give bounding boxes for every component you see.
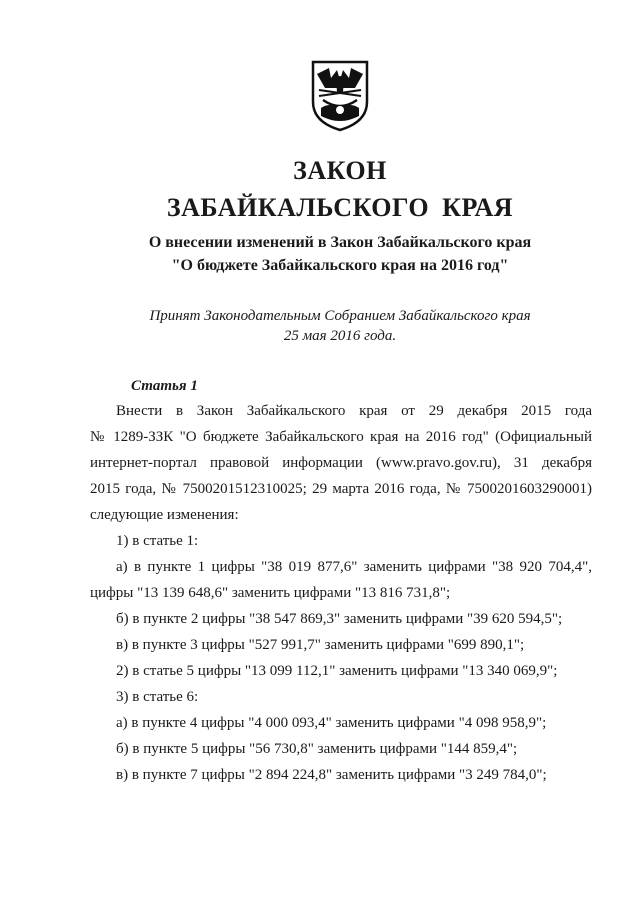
document-subtitle-line-2: "О бюджете Забайкальского края на 2016 год" [171,257,509,274]
document-title-line-1: ЗАКОН [293,156,387,185]
article-text-line: 3) в статье 6: [116,689,199,705]
article-text-line: 2) в статье 5 цифры "13 099 112,1" заменить цифрами "13 340 069,9"; [116,663,558,679]
article-text-line: а) в пункте 1 цифры "38 019 877,6" заменить цифрами "38 920 704,4", [116,559,592,575]
article-text-line: б) в пункте 5 цифры "56 730,8" заменить цифрами "144 859,4"; [116,741,518,757]
coat-of-arms-icon [309,58,371,132]
article-text-line: в) в пункте 7 цифры "2 894 224,8" заменить цифрами "3 249 784,0"; [116,767,547,783]
adoption-note-line-2: 25 мая 2016 года. [283,328,397,344]
article-heading: Статья 1 [131,378,198,394]
article-text-line: 1) в статье 1: [116,533,199,549]
article-text-line: 2015 года, № 7500201512310025; 29 марта 2016 года, № 7500201603290001) [90,481,592,497]
adoption-note-line-1: Принят Законодательным Собранием Забайкальского края [149,308,531,324]
article-text-line: в) в пункте 3 цифры "527 991,7" заменить цифрами "699 890,1"; [116,637,525,653]
article-text-line: Внести в Закон Забайкальского края от 29 декабря 2015 года [116,403,592,419]
document-title-line-2: ЗАБАЙКАЛЬСКОГО КРАЯ [166,193,514,222]
article-text-line: следующие изменения: [90,507,239,523]
article-text-line: цифры "13 139 648,6" заменить цифрами "13 816 731,8"; [90,585,451,601]
article-text-line: № 1289-ЗЗК "О бюджете Забайкальского края на 2016 год" (Официальный [90,429,592,445]
article-text-line: интернет-портал правовой информации (www.pravo.gov.ru), 31 декабря [90,455,592,471]
document-subtitle-line-1: О внесении изменений в Закон Забайкальского края [148,234,532,251]
article-text-line: б) в пункте 2 цифры "38 547 869,3" заменить цифрами "39 620 594,5"; [116,611,563,627]
article-text-line: а) в пункте 4 цифры "4 000 093,4" заменить цифрами "4 098 958,9"; [116,715,547,731]
